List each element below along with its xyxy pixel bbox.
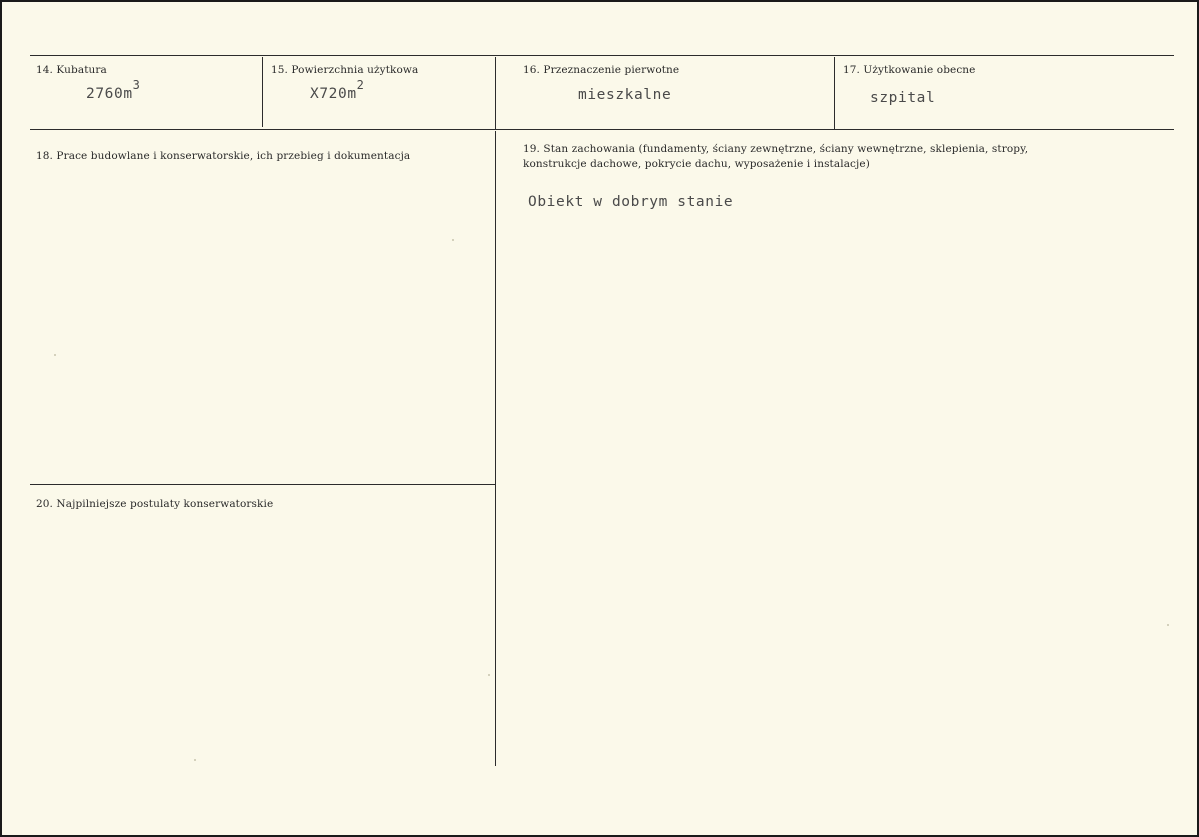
middle-rule <box>30 129 1174 130</box>
divider-16-17 <box>834 57 835 129</box>
field-15-number: X720m <box>310 85 357 102</box>
field-14-exponent: 3 <box>132 78 141 92</box>
paper-speck <box>1167 624 1169 626</box>
paper-speck <box>194 759 196 761</box>
field-14-label: 14. Kubatura <box>36 64 107 76</box>
field-17-value: szpital <box>870 90 936 106</box>
record-card <box>2 2 1197 835</box>
field-15-value <box>310 78 365 102</box>
paper-speck <box>488 674 490 676</box>
field-20-label: 20. Najpilniejsze postulaty konserwatorskie <box>36 498 274 510</box>
divider-15-16 <box>495 57 496 129</box>
divider-14-15 <box>262 57 263 127</box>
top-rule <box>30 55 1174 56</box>
divider-18-19 <box>495 131 496 766</box>
field-15-label: 15. Powierzchnia użytkowa <box>271 64 419 76</box>
field-14-number: 2760m <box>86 85 133 102</box>
field-19-value: Obiekt w dobrym stanie <box>528 194 734 210</box>
paper-speck <box>54 354 56 356</box>
paper-speck <box>452 239 454 241</box>
field-17-label: 17. Użytkowanie obecne <box>843 64 976 76</box>
lower-left-rule <box>30 484 496 485</box>
field-18-label: 18. Prace budowlane i konserwatorskie, ich przebieg i dokumentacja <box>36 150 411 162</box>
field-16-value: mieszkalne <box>578 87 672 103</box>
field-14-value <box>86 78 141 102</box>
field-16-label: 16. Przeznaczenie pierwotne <box>523 64 680 76</box>
field-15-exponent: 2 <box>356 78 365 92</box>
field-19-label-line1: 19. Stan zachowania (fundamenty, ściany zewnętrzne, ściany wewnętrzne, sklepienia, stropy, <box>523 143 1029 155</box>
field-19-label-line2: konstrukcje dachowe, pokrycie dachu, wyposażenie i instalacje) <box>523 158 870 170</box>
